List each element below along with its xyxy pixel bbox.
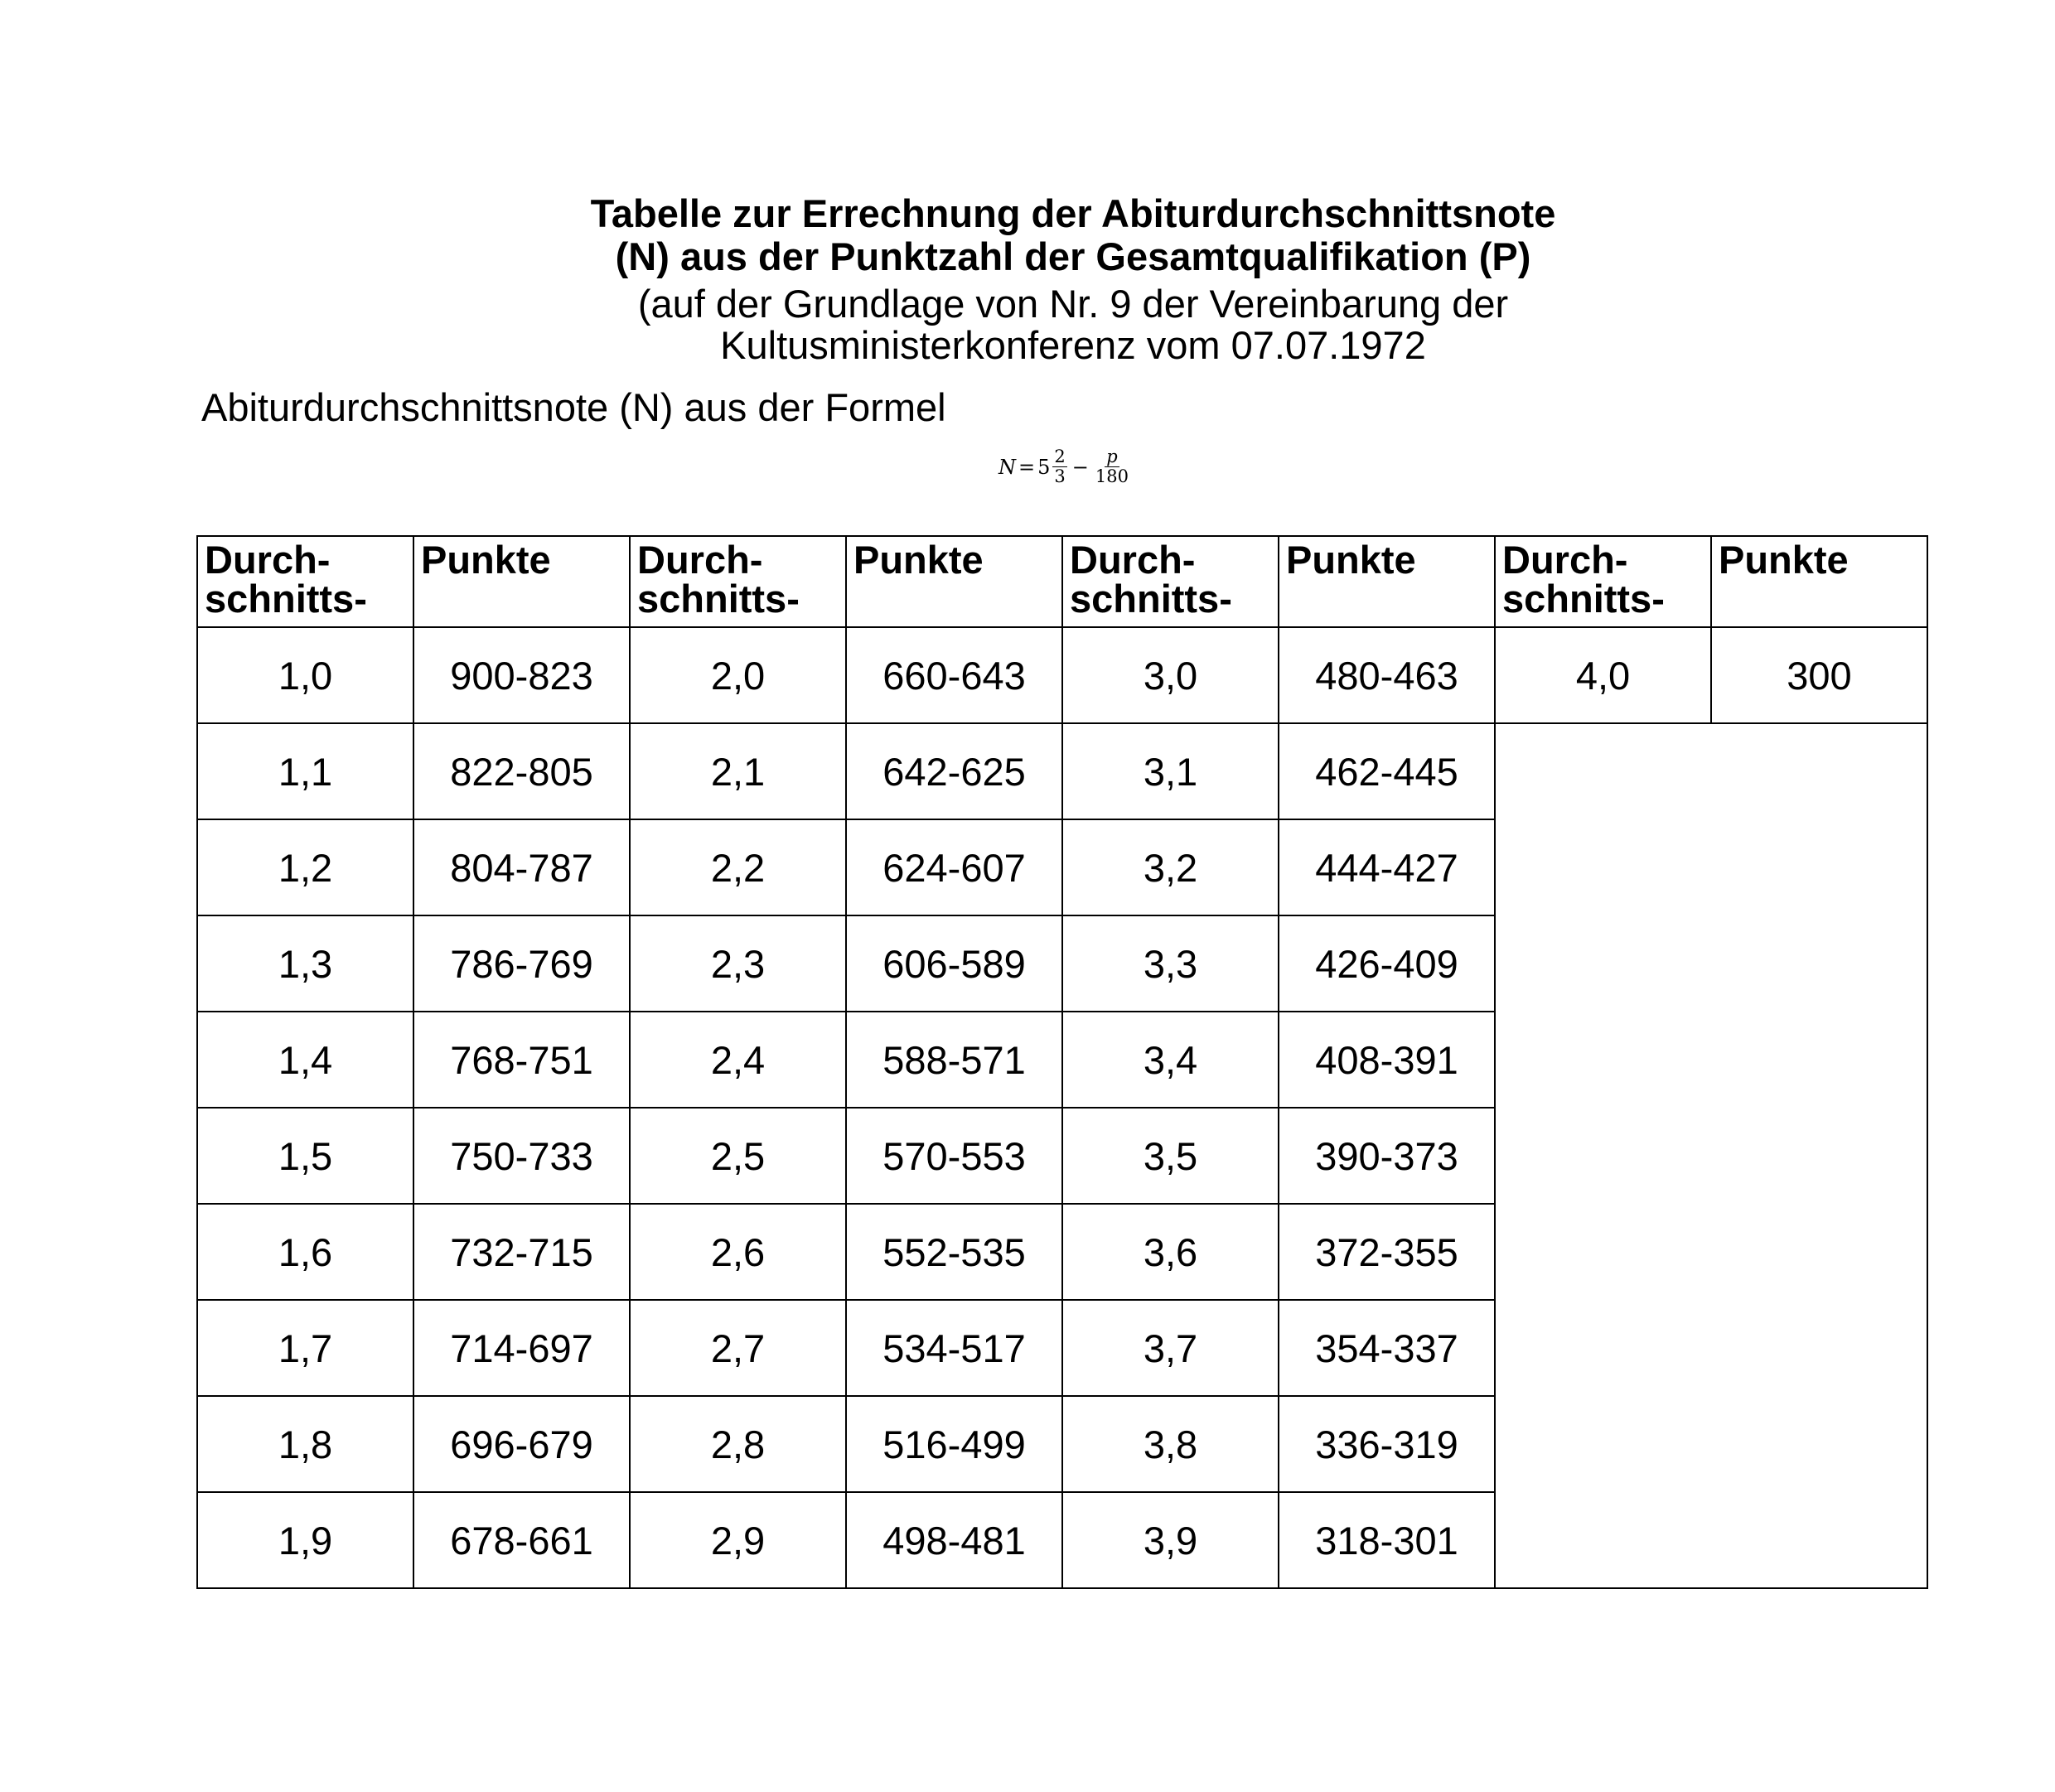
header-line-1: Punkte <box>421 538 551 582</box>
table-cell: 1,8 <box>197 1396 413 1492</box>
grade-points-table <box>196 535 1928 1589</box>
table-header-cell <box>846 536 1062 627</box>
subtitle-line-1: (auf der Grundlage von Nr. 9 der Vereinbarung der <box>637 282 1509 326</box>
formula-fraction-numerator: p <box>1106 447 1118 466</box>
header-line-1: Durch- <box>205 538 331 582</box>
table-cell: 786-769 <box>413 915 630 1012</box>
table-row <box>197 723 1927 819</box>
table-cell: 660-643 <box>846 627 1062 723</box>
table-cell: 498-481 <box>846 1492 1062 1588</box>
document-subtitle <box>0 283 2055 366</box>
header-line-1: Durch- <box>1502 538 1628 582</box>
table-cell: 2,0 <box>630 627 846 723</box>
table-cell: 1,5 <box>197 1108 413 1204</box>
table-cell: 1,6 <box>197 1204 413 1300</box>
header-line-1: Punkte <box>853 538 984 582</box>
table-cell: 3,2 <box>1062 819 1279 915</box>
table-cell: 2,7 <box>630 1300 846 1396</box>
table-cell: 3,7 <box>1062 1300 1279 1396</box>
table-header-cell <box>1062 536 1279 627</box>
table-cell: 1,1 <box>197 723 413 819</box>
subtitle-line-2: Kultusministerkonferenz vom 07.07.1972 <box>720 323 1426 367</box>
table-cell: 3,3 <box>1062 915 1279 1012</box>
table-cell: 2,5 <box>630 1108 846 1204</box>
document-title <box>0 192 2055 278</box>
table-cell: 408-391 <box>1279 1012 1495 1108</box>
table-cell: 606-589 <box>846 915 1062 1012</box>
header-line-2: schnitts- <box>205 577 367 621</box>
table-header-cell <box>1279 536 1495 627</box>
formula-fraction-denominator: 180 <box>1095 466 1129 486</box>
table-cell: 552-535 <box>846 1204 1062 1300</box>
header-line-2: schnitts- <box>637 577 800 621</box>
table-cell: 642-625 <box>846 723 1062 819</box>
table-row <box>197 627 1927 723</box>
header-line-2: schnitts- <box>1502 577 1665 621</box>
formula-whole: 5 <box>1037 455 1051 479</box>
table-cell: 3,6 <box>1062 1204 1279 1300</box>
table-cell: 4,0 <box>1495 627 1711 723</box>
table-cell: 426-409 <box>1279 915 1495 1012</box>
table-cell: 2,4 <box>630 1012 846 1108</box>
table-cell: 336-319 <box>1279 1396 1495 1492</box>
formula-minus: − <box>1071 455 1089 479</box>
table-cell: 300 <box>1711 627 1927 723</box>
table-cell: 3,9 <box>1062 1492 1279 1588</box>
table-cell: 2,1 <box>630 723 846 819</box>
table-cell: 822-805 <box>413 723 630 819</box>
table-cell: 768-751 <box>413 1012 630 1108</box>
table-cell: 624-607 <box>846 819 1062 915</box>
header-line-1: Durch- <box>637 538 763 582</box>
table-cell: 516-499 <box>846 1396 1062 1492</box>
formula-fraction-numerator: 2 <box>1054 447 1066 466</box>
table-cell: 588-571 <box>846 1012 1062 1108</box>
formula-lhs: N <box>998 455 1016 479</box>
table-cell: 1,0 <box>197 627 413 723</box>
table-cell: 3,1 <box>1062 723 1279 819</box>
table-cell: 1,4 <box>197 1012 413 1108</box>
table-header-cell <box>197 536 413 627</box>
table-cell: 2,6 <box>630 1204 846 1300</box>
table-cell: 2,8 <box>630 1396 846 1492</box>
header-line-1: Punkte <box>1286 538 1416 582</box>
table-cell: 3,4 <box>1062 1012 1279 1108</box>
table-cell: 390-373 <box>1279 1108 1495 1204</box>
table-body <box>197 627 1927 1588</box>
empty-table-area <box>1495 723 1927 1588</box>
table-cell: 480-463 <box>1279 627 1495 723</box>
table-header-cell <box>630 536 846 627</box>
table-cell: 3,8 <box>1062 1396 1279 1492</box>
table-cell: 1,3 <box>197 915 413 1012</box>
table-cell: 354-337 <box>1279 1300 1495 1396</box>
table-cell: 696-679 <box>413 1396 630 1492</box>
table-header-cell <box>1495 536 1711 627</box>
table-cell: 372-355 <box>1279 1204 1495 1300</box>
formula-fraction-points <box>1094 447 1130 486</box>
formula-equals: = <box>1018 455 1036 479</box>
table-cell: 2,2 <box>630 819 846 915</box>
table-cell: 570-553 <box>846 1108 1062 1204</box>
table-cell: 534-517 <box>846 1300 1062 1396</box>
table-cell: 318-301 <box>1279 1492 1495 1588</box>
formula-fraction-denominator: 3 <box>1054 466 1066 486</box>
table-cell: 678-661 <box>413 1492 630 1588</box>
title-line-1: Tabelle zur Errechnung der Abiturdurchschnittsnote <box>590 191 1556 235</box>
table-cell: 444-427 <box>1279 819 1495 915</box>
table-cell: 1,2 <box>197 819 413 915</box>
table-cell: 900-823 <box>413 627 630 723</box>
table-cell: 714-697 <box>413 1300 630 1396</box>
table-header-cell <box>1711 536 1927 627</box>
table-cell: 3,0 <box>1062 627 1279 723</box>
table-cell: 750-733 <box>413 1108 630 1204</box>
table-cell: 1,7 <box>197 1300 413 1396</box>
formula-fraction-two-thirds <box>1052 447 1066 486</box>
grade-formula <box>998 447 1133 486</box>
table-header-row <box>197 536 1927 627</box>
table-cell: 804-787 <box>413 819 630 915</box>
title-line-2: (N) aus der Punktzahl der Gesamtqualifikation (P) <box>615 234 1531 278</box>
table-cell: 732-715 <box>413 1204 630 1300</box>
table-header-cell <box>413 536 630 627</box>
table-cell: 1,9 <box>197 1492 413 1588</box>
table-cell: 462-445 <box>1279 723 1495 819</box>
table-cell: 2,9 <box>630 1492 846 1588</box>
header-line-1: Punkte <box>1719 538 1849 582</box>
table-cell: 2,3 <box>630 915 846 1012</box>
header-line-1: Durch- <box>1070 538 1196 582</box>
formula-intro-text: Abiturdurchschnittsnote (N) aus der Formel <box>201 385 946 429</box>
header-line-2: schnitts- <box>1070 577 1232 621</box>
table-cell: 3,5 <box>1062 1108 1279 1204</box>
